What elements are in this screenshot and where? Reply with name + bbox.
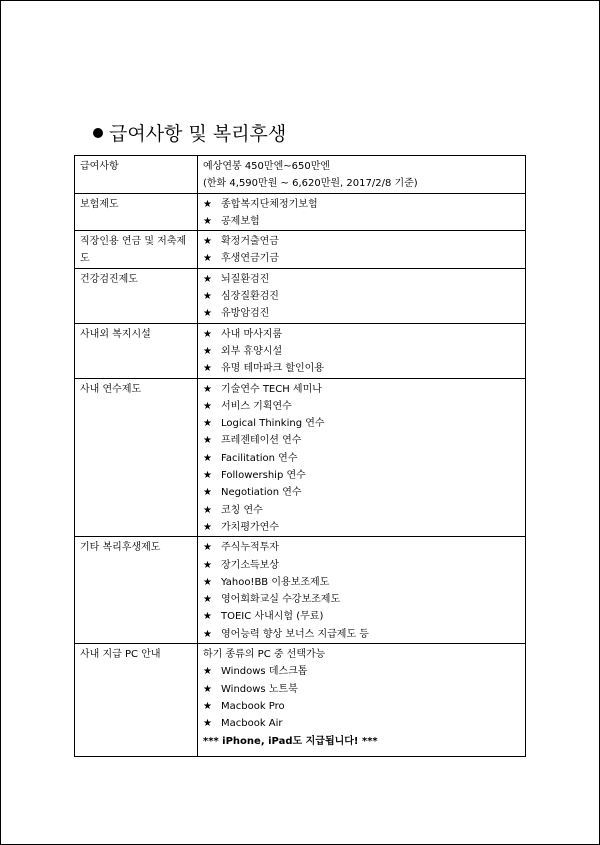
- list-item: [203, 288, 525, 305]
- star-icon: ★: [203, 504, 212, 516]
- star-icon: ★: [203, 700, 212, 712]
- row-label: 보험제도: [75, 193, 198, 231]
- list-item: [203, 557, 525, 574]
- star-icon: ★: [203, 435, 212, 447]
- list-item-text: 하기 종류의 PC 중 선택가능: [203, 649, 326, 661]
- star-icon: ★: [203, 559, 212, 571]
- list-item: [203, 519, 525, 536]
- list-item-text: 영어능력 향상 보너스 지급제도 등: [221, 628, 369, 640]
- row-label: 사내외 복지시설: [75, 323, 198, 378]
- list-item: [203, 484, 525, 501]
- star-icon: ★: [203, 308, 212, 320]
- list-item-text: 공제보험: [221, 215, 260, 227]
- list-item: [203, 305, 525, 322]
- star-icon: ★: [203, 718, 212, 730]
- row-label: 건강검진제도: [75, 268, 198, 323]
- row-content: [198, 378, 526, 537]
- star-icon: ★: [203, 666, 212, 678]
- star-icon: ★: [203, 253, 212, 265]
- list-item-text: 유명 테마파크 할인이용: [221, 363, 324, 375]
- star-icon: ★: [203, 383, 212, 395]
- star-icon: ★: [203, 400, 212, 412]
- list-item-text: Yahoo!BB 이용보조제도: [221, 576, 330, 588]
- star-icon: ★: [203, 273, 212, 285]
- list-item-text: Macbook Air: [221, 718, 283, 730]
- list-item: [203, 398, 525, 415]
- star-icon: ★: [203, 487, 212, 499]
- list-item: [203, 381, 525, 398]
- list-item: [203, 432, 525, 449]
- star-icon: ★: [203, 470, 212, 482]
- list-item-text: 장기소득보상: [221, 559, 279, 571]
- table-row: [75, 268, 526, 323]
- list-item-text: 코칭 연수: [221, 504, 263, 516]
- star-icon: ★: [203, 611, 212, 623]
- list-item: [203, 343, 525, 360]
- row-label: 기타 복리후생제도: [75, 537, 198, 644]
- list-item-text: 확정거출연금: [221, 236, 279, 248]
- list-item: [203, 608, 525, 625]
- list-item: [203, 646, 525, 663]
- list-item-text: 가치평가연수: [221, 521, 279, 533]
- star-icon: ★: [203, 452, 212, 464]
- list-item: [203, 196, 525, 213]
- table-row: [75, 378, 526, 537]
- list-item-text: 뇌질환검진: [221, 273, 270, 285]
- table-row: [75, 156, 526, 194]
- list-item-text: Macbook Pro: [221, 700, 285, 712]
- list-item: [203, 175, 525, 192]
- list-item-text: Followership 연수: [221, 470, 306, 482]
- list-item: [203, 591, 525, 608]
- list-item: [203, 450, 525, 467]
- list-item: [203, 539, 525, 556]
- row-content: [198, 268, 526, 323]
- row-label: 직장인용 연금 및 저축제도: [75, 231, 198, 269]
- list-item-text: Facilitation 연수: [221, 452, 298, 464]
- benefits-table: [74, 155, 526, 757]
- table-row: [75, 231, 526, 269]
- list-item: [203, 574, 525, 591]
- star-icon: ★: [203, 363, 212, 375]
- list-item-text: (한화 4,590만원 ~ 6,620만원, 2017/2/8 기준): [203, 178, 418, 190]
- row-padding: [203, 750, 525, 756]
- list-item-text: 외부 휴양시설: [221, 345, 283, 357]
- star-icon: ★: [203, 291, 212, 303]
- table-row: [75, 193, 526, 231]
- table-row: [75, 537, 526, 644]
- row-content: [198, 644, 526, 757]
- list-item-text: Windows 데스크톱: [221, 666, 308, 678]
- row-content: [198, 323, 526, 378]
- list-item: [203, 681, 525, 698]
- list-item-text: 유방암검진: [221, 308, 270, 320]
- list-item: [203, 733, 525, 750]
- list-item-text: 예상연봉 450만엔~650만엔: [203, 161, 331, 172]
- star-icon: ★: [203, 418, 212, 430]
- list-item: [203, 663, 525, 680]
- list-item-text: Negotiation 연수: [221, 487, 302, 499]
- list-item-text: 사내 마사지룸: [221, 328, 283, 340]
- row-label: 급여사항: [75, 156, 198, 194]
- row-content: [198, 193, 526, 231]
- list-item-text: 심장질환검진: [221, 291, 279, 303]
- star-icon: ★: [203, 542, 212, 554]
- list-item-text: 서비스 기획연수: [221, 400, 292, 412]
- row-label: 사내 지급 PC 안내: [75, 644, 198, 757]
- list-item: [203, 626, 525, 643]
- section-heading: [93, 119, 286, 146]
- star-icon: ★: [203, 594, 212, 606]
- list-item: [203, 415, 525, 432]
- star-icon: ★: [203, 236, 212, 248]
- row-content: [198, 156, 526, 194]
- list-item: [203, 467, 525, 484]
- star-icon: ★: [203, 683, 212, 695]
- list-item-text: 프레젠테이션 연수: [221, 435, 302, 447]
- list-item: [203, 213, 525, 230]
- star-icon: ★: [203, 628, 212, 640]
- star-icon: ★: [203, 198, 212, 210]
- list-item: [203, 326, 525, 343]
- list-item: [203, 158, 525, 175]
- table-row: [75, 323, 526, 378]
- row-content: [198, 231, 526, 269]
- list-item-text: Logical Thinking 연수: [221, 418, 325, 430]
- row-label: 사내 연수제도: [75, 378, 198, 537]
- bullet-icon: [93, 128, 103, 138]
- list-item-text: 영어회화교실 수강보조제도: [221, 594, 341, 606]
- list-item-text: 기술연수 TECH 세미나: [221, 383, 322, 395]
- list-item-text: Windows 노트북: [221, 683, 298, 695]
- list-item: [203, 715, 525, 732]
- star-icon: ★: [203, 521, 212, 533]
- benefits-table-body: [75, 156, 526, 757]
- star-icon: ★: [203, 345, 212, 357]
- list-item: [203, 233, 525, 250]
- list-item-text: 주식누적투자: [221, 542, 279, 554]
- star-icon: ★: [203, 328, 212, 340]
- list-item-text: TOEIC 사내시험 (무료): [221, 611, 324, 623]
- row-content: [198, 537, 526, 644]
- list-item: [203, 502, 525, 519]
- section-heading-text: 급여사항 및 복리후생: [109, 123, 287, 145]
- star-icon: ★: [203, 576, 212, 588]
- star-icon: ★: [203, 215, 212, 227]
- list-item: [203, 271, 525, 288]
- list-item: [203, 250, 525, 267]
- list-item: [203, 698, 525, 715]
- list-item-text: *** iPhone, iPad도 지급됩니다! ***: [203, 735, 378, 747]
- list-item: [203, 360, 525, 377]
- list-item-text: 종합복지단체정기보험: [221, 198, 318, 210]
- list-item-text: 후생연금기금: [221, 253, 279, 265]
- table-row: [75, 644, 526, 757]
